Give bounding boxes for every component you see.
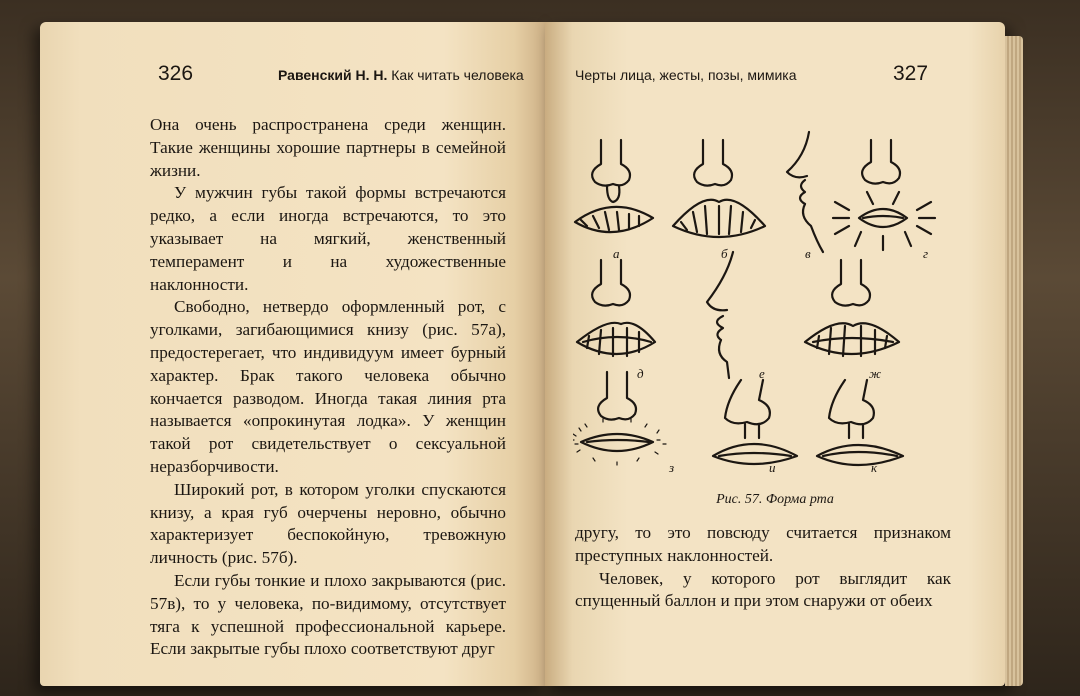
- figure-label-g: г: [923, 246, 929, 261]
- left-page: [40, 22, 545, 686]
- figure-label-e: е: [759, 366, 765, 381]
- open-book: [40, 22, 1020, 686]
- figure-label-zh: ж: [869, 366, 882, 381]
- paragraph: другу, то это повсюду считается признаком преступных наклонностей.: [575, 523, 951, 565]
- figure-caption: Рис. 57. Форма рта: [716, 492, 834, 507]
- running-author: Равенский Н. Н.: [278, 67, 388, 83]
- paragraph: Человек, у которого рот выглядит как спущенный баллон и при этом снаружи от обеих: [575, 568, 951, 611]
- mouth-z-drawing: [573, 372, 666, 465]
- paragraph: Широкий рот, в котором уголки спускаются книзу, а края губ очерчены неровно, обычно характеризует беспокойную, тревожную личность (рис. 57б).: [150, 479, 506, 568]
- right-body-text: [575, 522, 951, 613]
- mouth-shapes-figure: [573, 122, 963, 482]
- mouth-a-drawing: [575, 140, 653, 232]
- figure-label-z: з: [669, 460, 675, 475]
- mouth-k-drawing: [817, 380, 903, 465]
- page-edges: [1005, 36, 1023, 686]
- figure-label-k: к: [871, 460, 878, 475]
- running-book-title: Как читать человека: [391, 67, 524, 83]
- figure-label-v: в: [805, 246, 811, 261]
- mouth-b-drawing: [673, 140, 765, 237]
- figure-label-i: и: [769, 460, 776, 475]
- mouth-g-drawing: [833, 140, 935, 250]
- left-body-text: [150, 114, 506, 661]
- right-page: [545, 22, 1005, 686]
- mouth-i-drawing: [713, 380, 797, 464]
- paragraph: Если губы тонкие и плохо закрываются (рис. 57в), то у человека, по-видимому, отсутствует тяга к успешной профессиональной карьере. Если закрытые губы плохо соответствуют друг: [150, 570, 506, 659]
- mouth-d-drawing: [577, 260, 655, 356]
- figure-label-b: б: [721, 246, 728, 261]
- page-number-right: 327: [893, 62, 929, 85]
- figure-label-a: а: [613, 246, 620, 261]
- mouth-e-drawing: [707, 252, 733, 378]
- figure-label-d: д: [637, 366, 644, 381]
- paragraph: Свободно, нетвердо оформленный рот, с уголками, загибающимися книзу (рис. 57а), предостерегает, что индивидуум имеет бурный характер. Брак такого человека обычно кончается разводом. Иногда такая линия рта называется «опрокинутая лодка». У женщин такой рот свидетельствует о сексуальной неразборчивости.: [150, 297, 506, 476]
- running-head-right: Черты лица, жесты, позы, мимика: [575, 67, 797, 83]
- mouth-shapes-illustration: [573, 122, 963, 482]
- mouth-zh-drawing: [805, 260, 899, 356]
- page-number-left: 326: [158, 62, 194, 85]
- mouth-v-drawing: [787, 132, 823, 252]
- paragraph: У мужчин губы такой формы встречаются редко, а если иногда встречаются, то это указывает на мягкий, женственный темперамент и на художественные наклонности.: [150, 183, 506, 294]
- running-head-left: [278, 67, 524, 83]
- paragraph: Она очень распространена среди женщин. Такие женщины хорошие партнеры в семейной жизни.: [150, 115, 506, 180]
